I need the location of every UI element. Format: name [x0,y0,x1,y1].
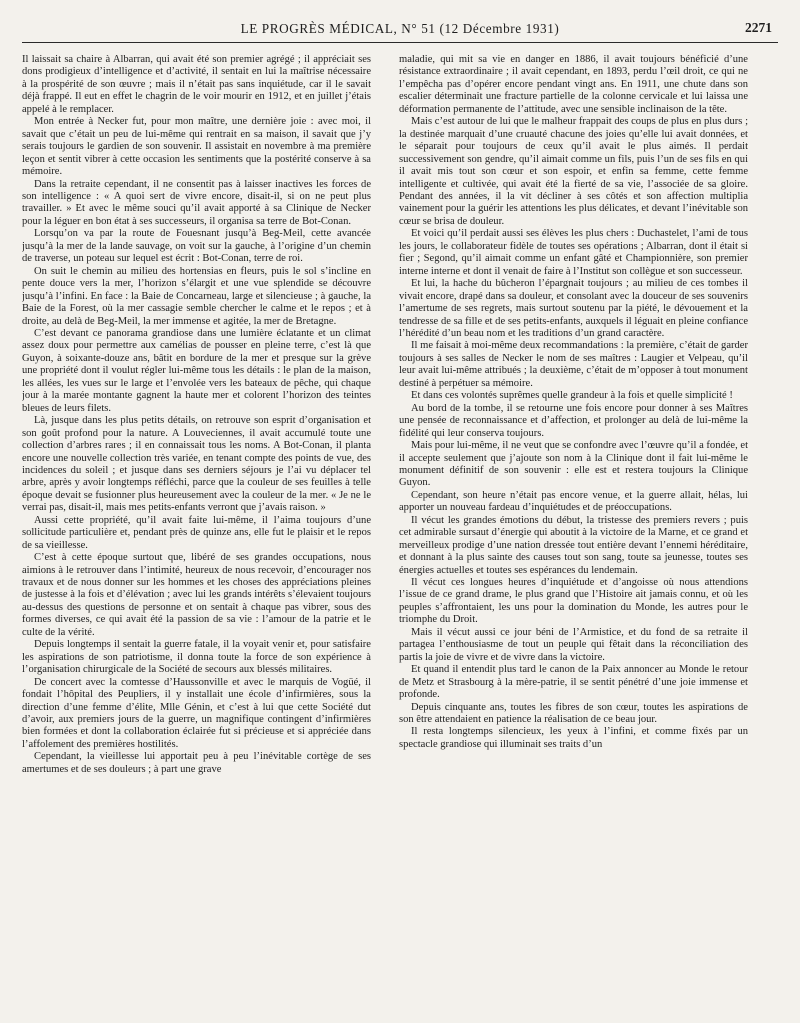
paragraph: On suit le chemin au milieu des hortensias en fleurs, puis le sol s’incline en pente douce vers la mer, l’horizon s’élargit et une vue splendide se découvre jusqu’à l’infini. En face : la Baie de Concarneau, large et silencieuse ; à gauche, la Baie de la Forest, où la mer cassagie semble chercher le calme et le repos ; et à droite, au delà de Beg-Meil, la mer immense et agitée, la mer de Bretagne. [22,265,371,327]
paragraph: Mais c’est autour de lui que le malheur frappait des coups de plus en plus durs ; la destinée marquait d’une cruauté chacune des joies qu’elle lui avait données, et le séparait pour toujours de ceux qu’il avait le plus aimés. Il perdait successivement son gendre, qu’il aimait comme un fils, puis l’un de ses fils en qui il avait mis tout son cœur et son espoir, et enfin sa femme, cette femme intelligente et cultivée, qui avait été la fierté de sa vie, l’associée de sa gloire. Pendant des années, il la vit décliner à ses côtés et son affection multiplia vainement pour la guérir les attentions les plus délicates, et devant l’inévitable son cœur se brisa de douleur. [399,116,748,227]
paragraph: Et lui, la hache du bûcheron l’épargnait toujours ; au milieu de ces tombes il vivait encore, drapé dans sa douleur, et consolant avec la douceur de ses souvenirs l’amertume de ses regrets, mais surtout soutenu par la piété, le dévouement et la tendresse de sa fille et de ses petits-enfants, auxquels il léguait en pleine confiance l’hérédité d’un beau nom et les traditions d’un grand caractère. [399,278,748,339]
paragraph: Mais pour lui-même, il ne veut que se confondre avec l’œuvre qu’il a fondée, et il accepte seulement que j’ajoute son nom à la Clinique dont il fait lui-même le monument définitif de son souvenir : elle est et restera toujours la Clinique Guyon. [399,440,748,489]
paragraph: Il vécut ces longues heures d’inquiétude et d’angoisse où nous attendions l’issue de ce grand drame, le plus grand que l’Histoire ait jamais connu, et où les peuples s’affrontaient, les uns pour la domination du Monde, les autres pour le triomphe du Droit. [399,577,748,626]
paragraph: C’est à cette époque surtout que, libéré de ses grandes occupations, nous aimions à le retrouver dans l’intimité, heureux de nous recevoir, d’encourager nos travaux et de nous donner sur les hommes et les choses des appréciations pleines de justesse à la fois et d’élévation ; avec lui les grands intérêts s’élevaient toujours au-dessus des questions de personne et on sentait à chaque pas vibrer, sous des formes diverses, ce qui avait été la passion de sa vie : l’amour de la patrie et le culte de la vérité. [22,552,371,638]
header-rule [22,42,778,43]
paragraph: Il resta longtemps silencieux, les yeux à l’infini, et comme fixés par un spectacle grandiose qui illuminait ses traits d’un [399,726,748,750]
paragraph: Dans la retraite cependant, il ne consentit pas à laisser inactives les forces de son intelligence : « A quoi sert de vivre encore, disait-il, si on ne peut plus travailler. » Et avec le même souci qu’il avait apporté à sa Clinique de Necker pour la léguer en bon état à ses successeurs, il organisa sa terre de Bot-Conan. [22,178,371,227]
paragraph: Depuis longtemps il sentait la guerre fatale, il la voyait venir et, pour satisfaire les aspirations de son patriotisme, il donna toute la force de son expérience à l’organisation chirurgicale de la Société de secours aux blessés militaires. [22,639,371,676]
left-column [22,54,371,1016]
paragraph: Il me faisait à moi-même deux recommandations : la première, c’était de garder toujours à ses salles de Necker le nom de ses maîtres : Laugier et Velpeau, qu’il leur avait lui-même attribués ; la deuxième, c’était de m’opposer à tout monument destiné à perpétuer sa mémoire. [399,340,748,389]
paragraph: Au bord de la tombe, il se retourne une fois encore pour donner à ses Maîtres une pensée de reconnaissance et d’affection, et prolonger au delà de lui-même la fidélité qui leur conserva toujours. [399,402,748,439]
paragraph: C’est devant ce panorama grandiose dans une lumière éclatante et un climat assez doux pour permettre aux camélias de pousser en pleine terre, c’est là que Guyon, à soixante-douze ans, bâtit en bordure de la mer et presque sur la grève une propriété dont il voulut régler lui-même tous les détails : le plan de la maison, les allées, les vues sur le large et l’envolée vers les bateaux de pêche, qui chaque jour à la marée montante gagnent la haute mer et colorent l’horizon des teintes bleues de leurs filets. [22,327,371,414]
right-column [399,54,748,1016]
paragraph: Aussi cette propriété, qu’il avait faite lui-même, il l’aima toujours d’une sollicitude particulière et, pendant près de quinze ans, elle fut le plaisir et le repos de sa vieillesse. [22,514,371,551]
paragraph: Mon entrée à Necker fut, pour mon maître, une dernière joie : avec moi, il savait que c’était un peu de lui-même qui rentrait en sa maison, il savait que j’y serais toujours le gardien de son souvenir. Il assistait en novembre à ma première leçon et sentit vibrer à cette occasion les sentiments que la postérité conserve à sa mémoire. [22,116,371,178]
paragraph: Il laissait sa chaire à Albarran, qui avait été son premier agrégé ; il appréciait ses dons prodigieux d’intelligence et d’activité, il sentait en lui la maîtrise nécessaire à la prospérité de son œuvre ; mais il n’était pas sans inquiétude, car il le savait déjà frappé. Il eut en effet le chagrin de le voir mourir en 1912, et en juillet j’étais appelé à le remplacer. [22,54,371,115]
paragraph: Là, jusque dans les plus petits détails, on retrouve son esprit d’organisation et son goût profond pour la nature. A Louveciennes, il avait accumulé toute une collection d’arbres rares ; il en connaissait tous les noms. A Bot-Conan, il planta encore une nouvelle collection très variée, en tenant compte des points de vue, des incidences du soleil ; et jusque dans ses derniers séjours je l’ai vu déplacer tel arbre, après y avoir longtemps réfléchi, parce que la couleur de ses feuilles à telle époque devait se fusionner plus heureusement avec la couleur de la mer. « Je ne le verrai pas, disait-il, mais mes petits-enfants verront que j’avais raison. » [22,415,371,514]
paragraph: Mais il vécut aussi ce jour béni de l’Armistice, et du fond de sa retraite il partagea l’enthousiasme de tout un peuple qui fêtait dans la réconciliation des partis la joie de vivre et de vivre dans la victoire. [399,626,748,663]
page-header [22,19,778,41]
paragraph: maladie, qui mit sa vie en danger en 1886, il avait toujours bénéficié d’une résistance extraordinaire ; il avait cependant, en 1893, perdu l’œil droit, ce qui ne l’empêcha pas d’opérer encore pendant vingt ans. En 1911, une chute dans son escalier déterminait une fracture partielle de la colonne cervicale et lui laissa une déformation permanente de l’attitude, avec une sensible inclinaison de la tête. [399,54,748,115]
paragraph: Depuis cinquante ans, toutes les fibres de son cœur, toutes les aspirations de son être attendaient en patience la réalisation de ce beau jour. [399,701,748,726]
running-title: LE PROGRÈS MÉDICAL, N° 51 (12 Décembre 1931) [240,21,560,36]
paragraph: Et quand il entendit plus tard le canon de la Paix annoncer au Monde le retour de Metz et Strasbourg à la mère-patrie, il se sentit pénétré d’une joie immense et profonde. [399,664,748,701]
paragraph: Lorsqu’on va par la route de Fouesnant jusqu’à Beg-Meil, cette avancée jusqu’à la mer de la lande sauvage, on voit sur la gauche, à l’origine d’un chemin de traverse, un poteau sur lequel est écrit : Bot-Conan, terre de roi. [22,228,371,265]
paragraph: De concert avec la comtesse d’Haussonville et avec le marquis de Vogüé, il fondait l’hôpital des Peupliers, il y installait une école d’infirmières, sous la direction d’une femme d’élite, Mlle Génin, et c’est à lui que cette Société dut d’avoir, aux premiers jours de la guerre, un magnifique contingent d’infirmières bien formées et dont la collaboration éclairée fut si précieuse et si appréciée dans l’affolement des premières hostilités. [22,676,371,750]
paragraph: Cependant, la vieillesse lui apportait peu à peu l’inévitable cortège de ses amertumes et de ses douleurs ; à part une grave [22,751,371,775]
paragraph: Il vécut les grandes émotions du début, la tristesse des premiers revers ; puis cet admirable sursaut d’énergie qui aboutit à la victoire de la Marne, et ce grand et merveilleux prodige d’une nation dressée tout entière devant l’ennemi héréditaire, et donnant à la plus sainte des causes tout son sang, toute sa jeunesse, toutes ses énergies actuelles et toutes ses espérances du lendemain. [399,514,748,576]
paragraph: Et dans ces volontés suprêmes quelle grandeur à la fois et quelle simplicité ! [411,390,733,402]
paragraph: Cependant, son heure n’était pas encore venue, et la guerre allait, hélas, lui apporter un nouveau fardeau d’inquiétudes et de préoccupations. [399,489,748,514]
page-number: 2271 [745,20,772,35]
paragraph: Et voici qu’il perdait aussi ses élèves les plus chers : Duchastelet, l’ami de tous les jours, le collaborateur fidèle de toutes ses opérations ; Albarran, dont il était si fier ; Segond, qu’il aimait comme un enfant gâté et Championnière, son premier interne interne et dont il venait de faire à l’Institut son collègue et son successeur. [399,228,748,277]
